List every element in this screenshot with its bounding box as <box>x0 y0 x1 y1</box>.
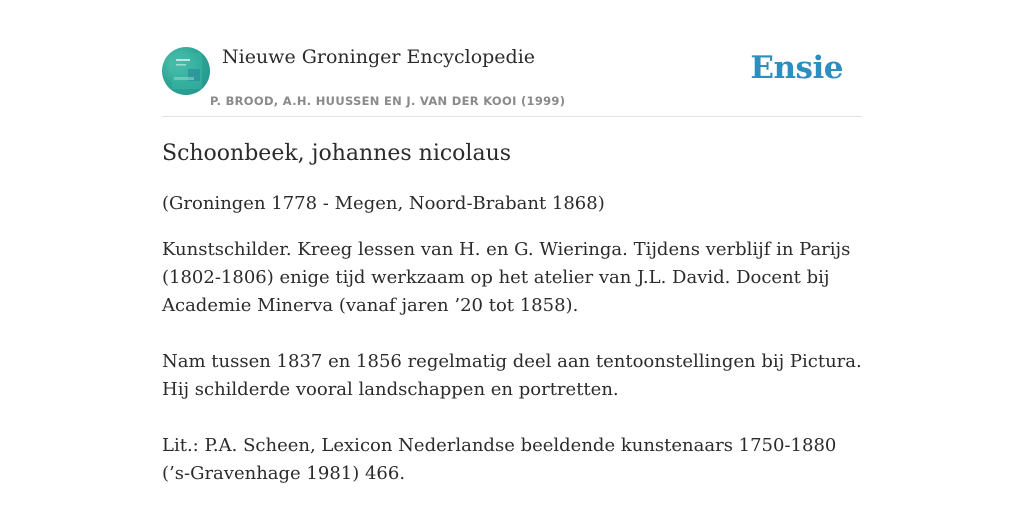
book-cover-icon[interactable] <box>162 47 210 95</box>
site-title[interactable]: Nieuwe Groninger Encyclopedie <box>222 46 536 68</box>
entry-headword: Schoonbeek, johannes nicolaus <box>162 141 512 166</box>
entry-paragraph: Nam tussen 1837 en 1856 regelmatig deel aan tentoonstellingen bij Pictura. Hij schilderde vooral landschappen en portretten. <box>162 351 862 400</box>
entry-paragraph: Lit.: P.A. Scheen, Lexicon Nederlandse beeldende kunstenaars 1750-1880 (’s-Gravenhage 1981) 466. <box>162 435 837 484</box>
entry-lifespan: (Groningen 1778 - Megen, Noord-Brabant 1868) <box>162 193 605 214</box>
entry-paragraph: Kunstschilder. Kreeg lessen van H. en G. Wieringa. Tijdens verblijf in Parijs (1802-1806) enige tijd werkzaam op het atelier van J.L. David. Docent bij Academie Minerva (vanaf jaren ’20 tot 1858). <box>162 239 851 316</box>
brand-logo[interactable]: Ensie <box>750 50 843 86</box>
authors-line: P. BROOD, A.H. HUUSSEN EN J. VAN DER KOOI (1999) <box>210 94 566 108</box>
site-header <box>162 0 862 117</box>
entry-content <box>162 138 862 488</box>
